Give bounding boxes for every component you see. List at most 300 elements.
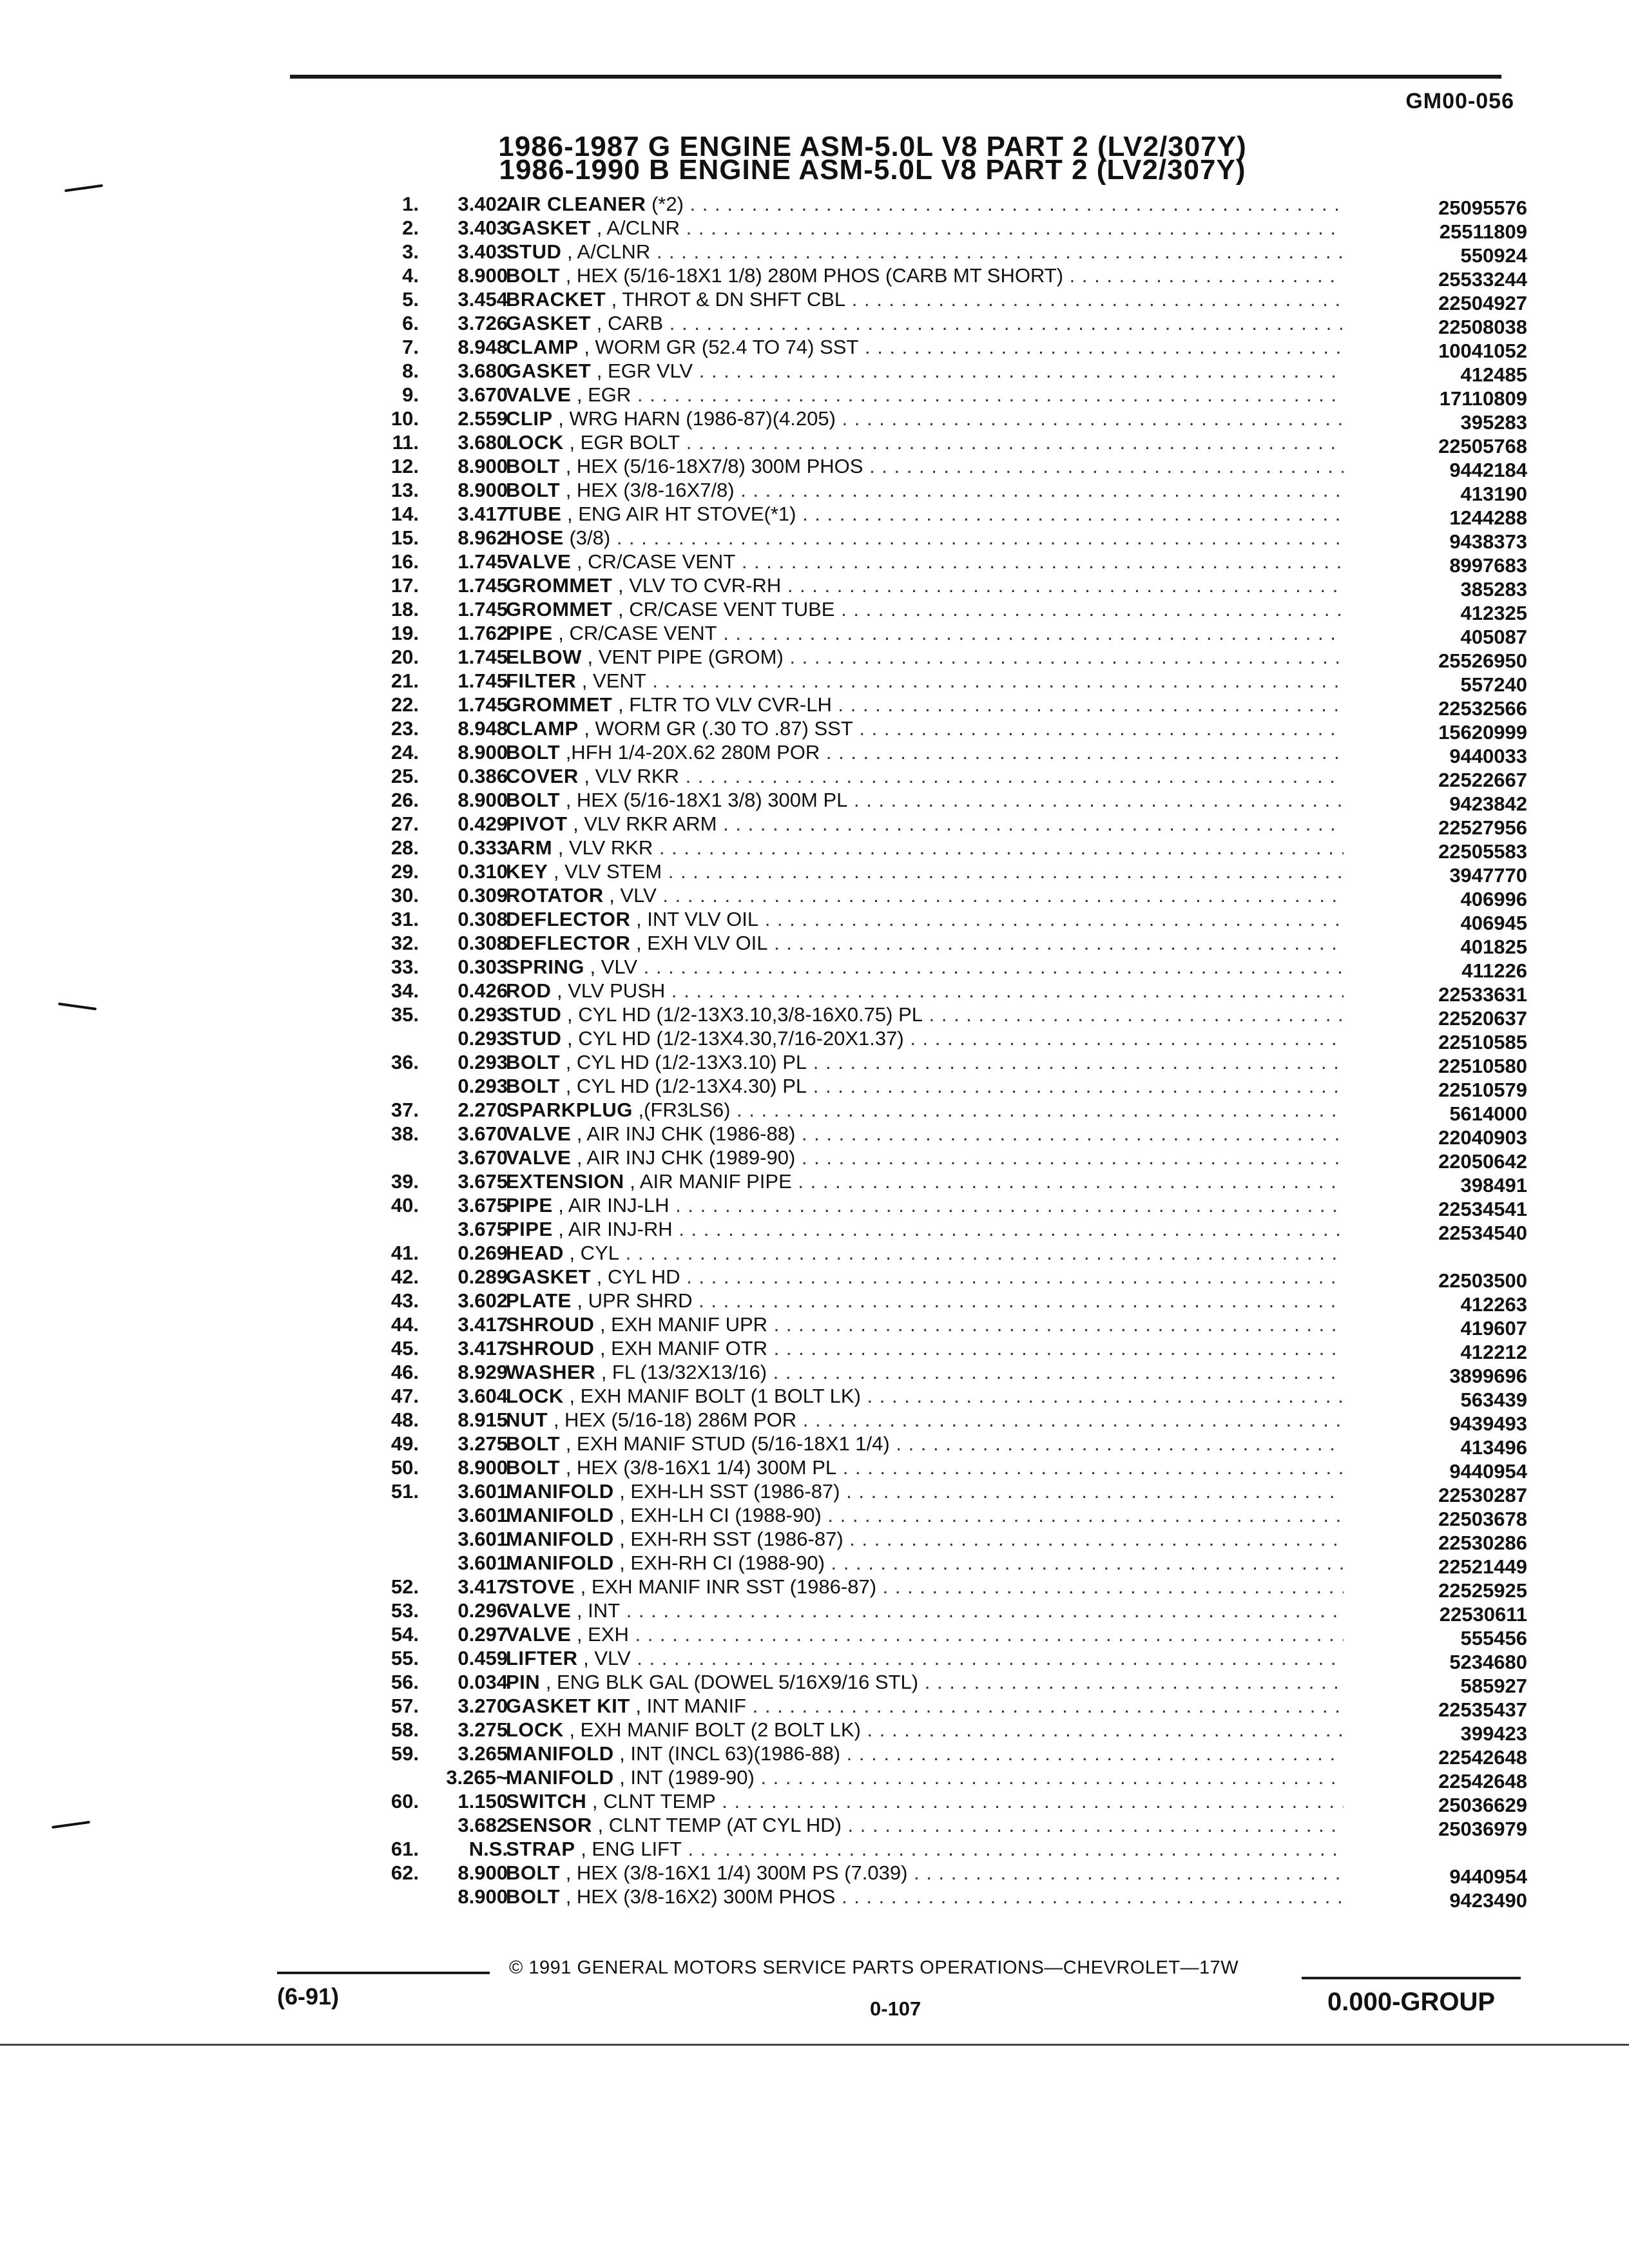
part-number: 9442184 — [1449, 459, 1527, 481]
item-number: 8. — [402, 360, 419, 382]
part-number: 17110809 — [1439, 387, 1527, 410]
group-code: 0.308 — [458, 908, 508, 930]
group-code: 0.034 — [458, 1671, 508, 1693]
part-description — [506, 502, 1344, 526]
part-number: 412263 — [1460, 1293, 1527, 1316]
group-code: 2.559 — [458, 407, 508, 430]
part-name: CLAMP — [506, 336, 579, 358]
group-code: 3.417 — [458, 1337, 508, 1360]
part-number: 9423490 — [1449, 1889, 1527, 1912]
part-description — [506, 1861, 1344, 1885]
parts-list — [335, 192, 1527, 1912]
part-description — [506, 716, 1344, 740]
part-number: 555456 — [1460, 1627, 1527, 1649]
part-number: 22520637 — [1438, 1007, 1527, 1030]
part-name: HEAD — [506, 1242, 564, 1264]
part-name: MANIFOLD — [506, 1742, 614, 1765]
part-description — [506, 383, 1344, 407]
part-detail: , AIR INJ CHK (1989-90) — [571, 1146, 796, 1169]
group-code: 0.308 — [458, 932, 508, 954]
part-number: 9423842 — [1449, 793, 1527, 815]
part-description — [506, 1146, 1344, 1169]
part-description — [506, 1241, 1344, 1265]
part-name: BOLT — [506, 1051, 561, 1073]
group-code: 1.150 — [458, 1790, 508, 1812]
part-number: 22542648 — [1438, 1770, 1527, 1792]
part-description — [506, 407, 1344, 430]
part-detail: (*2) — [646, 193, 684, 215]
item-number: 35. — [390, 1003, 419, 1026]
part-description — [506, 573, 1344, 597]
group-code: 3.417 — [458, 1313, 508, 1336]
part-detail: , UPR SHRD — [571, 1289, 693, 1312]
parts-row — [335, 407, 1527, 434]
part-name: MANIFOLD — [506, 1552, 614, 1574]
item-number: 34. — [390, 979, 419, 1002]
item-number: 48. — [390, 1408, 419, 1431]
part-number: 5614000 — [1449, 1102, 1527, 1125]
part-detail: , EXH MANIF BOLT (1 BOLT LK) — [563, 1385, 861, 1407]
part-name: PIN — [506, 1671, 541, 1693]
item-number: 40. — [390, 1194, 419, 1216]
part-name: ELBOW — [506, 646, 582, 668]
part-number: 25533244 — [1438, 268, 1527, 291]
item-number: 16. — [390, 550, 419, 573]
part-number: 401825 — [1460, 936, 1527, 958]
part-description — [506, 478, 1344, 502]
part-number: 3947770 — [1449, 864, 1527, 887]
parts-row — [335, 621, 1527, 648]
part-number: 585927 — [1460, 1675, 1527, 1697]
parts-row — [335, 1312, 1527, 1340]
parts-row — [335, 1122, 1527, 1149]
parts-row — [335, 812, 1527, 839]
group-code: 0.293 — [458, 1027, 508, 1050]
item-number: 55. — [390, 1647, 419, 1669]
part-number: 411226 — [1461, 959, 1527, 982]
part-description — [506, 1169, 1344, 1193]
group-code: 0.297 — [458, 1623, 508, 1646]
group-code: 3.680 — [458, 431, 508, 454]
group-code: 3.675 — [458, 1218, 508, 1240]
part-number: 419607 — [1460, 1317, 1527, 1340]
parts-row — [335, 1670, 1527, 1697]
group-code: 0.289 — [458, 1265, 508, 1288]
group-code: 3.275 — [458, 1432, 508, 1455]
part-description — [506, 1765, 1344, 1789]
binder-hole-mark — [64, 184, 103, 192]
group-label: 0.000-GROUP — [1327, 1988, 1496, 2016]
part-number: 22530287 — [1438, 1484, 1527, 1506]
part-name: BOLT — [506, 789, 561, 811]
parts-row — [335, 955, 1527, 982]
group-code: 3.601 — [458, 1528, 508, 1550]
part-detail: , INT — [571, 1599, 621, 1622]
part-name: GROMMET — [506, 598, 613, 620]
item-number: 41. — [390, 1242, 419, 1264]
part-name: VALVE — [506, 1122, 572, 1145]
parts-row — [335, 216, 1527, 243]
parts-row — [335, 1789, 1527, 1816]
part-name: LOCK — [506, 1718, 564, 1741]
part-number: 406945 — [1460, 912, 1527, 934]
part-name: SWITCH — [506, 1790, 587, 1812]
part-name: DEFLECTOR — [506, 908, 631, 930]
parts-row — [335, 1193, 1527, 1220]
item-number: 4. — [402, 264, 419, 287]
item-number: 38. — [390, 1122, 419, 1145]
part-description — [506, 1813, 1344, 1837]
parts-row — [335, 1694, 1527, 1721]
group-code: 3.417 — [458, 1575, 508, 1598]
group-code: 0.333 — [458, 836, 508, 859]
part-description — [506, 335, 1344, 359]
part-number: 22534541 — [1438, 1198, 1527, 1220]
parts-row — [335, 1432, 1527, 1459]
part-detail: , EXH — [571, 1623, 629, 1646]
item-number: 11. — [392, 431, 419, 454]
part-description — [506, 860, 1344, 883]
group-code: 3.726 — [458, 312, 508, 334]
part-detail: , THROT & DN SHFT CBL — [606, 288, 846, 311]
part-description — [506, 836, 1344, 860]
part-detail: (3/8) — [563, 526, 611, 549]
part-description — [506, 287, 1344, 311]
part-number: 22510585 — [1438, 1031, 1527, 1053]
parts-row — [335, 1742, 1527, 1769]
group-code: 3.682 — [458, 1814, 508, 1836]
part-detail: , ENG AIR HT STOVE(*1) — [561, 503, 796, 525]
part-name: STUD — [506, 1027, 562, 1050]
group-code: 1.745 — [458, 598, 508, 620]
part-detail: , CYL HD — [591, 1265, 680, 1288]
part-name: VALVE — [506, 1623, 572, 1646]
part-number: 395283 — [1460, 411, 1527, 434]
parts-row — [335, 1003, 1527, 1030]
parts-row — [335, 669, 1527, 696]
parts-row — [335, 1384, 1527, 1411]
part-detail: , WRG HARN (1986-87)(4.205) — [552, 407, 836, 430]
group-code: 3.270 — [458, 1695, 508, 1717]
part-detail: , HEX (3/8-16X1 1/4) 300M PS (7.039) — [560, 1861, 908, 1884]
part-description — [506, 1789, 1344, 1813]
part-name: MANIFOLD — [506, 1480, 614, 1503]
part-number: 399423 — [1460, 1722, 1527, 1745]
group-code: 0.293 — [458, 1075, 508, 1097]
part-description — [506, 1289, 1344, 1312]
parts-row — [335, 264, 1527, 291]
part-number: 15620999 — [1438, 721, 1527, 744]
item-number: 62. — [390, 1861, 419, 1884]
part-name: VALVE — [506, 383, 572, 406]
part-number: 413190 — [1460, 483, 1527, 505]
parts-row — [335, 1265, 1527, 1292]
part-number: 10041052 — [1438, 340, 1527, 362]
part-name: GROMMET — [506, 574, 613, 597]
item-number: 59. — [390, 1742, 419, 1765]
part-description — [506, 1432, 1344, 1456]
part-number: 22040903 — [1438, 1126, 1527, 1149]
parts-row — [335, 764, 1527, 791]
part-name: PIVOT — [506, 812, 568, 835]
part-number: 22530286 — [1438, 1532, 1527, 1554]
part-name: DEFLECTOR — [506, 932, 631, 954]
part-description — [506, 1336, 1344, 1360]
part-detail: ,(FR3LS6) — [632, 1099, 731, 1121]
group-code: 8.900 — [458, 264, 508, 287]
part-number: 412325 — [1460, 602, 1527, 624]
part-description — [506, 1456, 1344, 1479]
parts-row — [335, 693, 1527, 720]
group-code: 3.417 — [458, 503, 508, 525]
part-number: 22503500 — [1438, 1269, 1527, 1292]
part-number: 22530611 — [1439, 1603, 1527, 1626]
item-number: 7. — [402, 336, 419, 358]
part-description — [506, 955, 1344, 979]
part-number: 412485 — [1460, 363, 1527, 386]
group-code: 8.900 — [458, 1861, 508, 1884]
parts-row — [335, 383, 1527, 410]
part-name: NUT — [506, 1408, 548, 1431]
parts-row — [335, 1813, 1527, 1840]
part-description — [506, 430, 1344, 454]
part-name: EXTENSION — [506, 1170, 624, 1193]
part-description — [506, 1479, 1344, 1503]
part-description — [506, 764, 1344, 788]
item-number: 54. — [390, 1623, 419, 1646]
group-code: 3.403 — [458, 240, 508, 263]
part-description — [506, 931, 1344, 955]
parts-row — [335, 1479, 1527, 1506]
part-description — [506, 1193, 1344, 1217]
part-description — [506, 192, 1344, 216]
group-code: 3.670 — [458, 383, 508, 406]
group-code: 0.459 — [458, 1647, 508, 1669]
part-number: 406996 — [1460, 888, 1527, 910]
parts-row — [335, 883, 1527, 910]
page-title-line-2: 1986-1990 B ENGINE ASM-5.0L V8 PART 2 (LV2/307Y) — [499, 154, 1246, 186]
item-number: 19. — [390, 622, 419, 644]
parts-row — [335, 931, 1527, 958]
item-number: 42. — [390, 1265, 419, 1288]
part-detail: , ENG LIFT — [575, 1838, 682, 1860]
part-description — [506, 1837, 1344, 1861]
part-detail: , EXH-LH SST (1986-87) — [613, 1480, 840, 1503]
group-code: 0.303 — [458, 956, 508, 978]
item-number: 43. — [390, 1289, 419, 1312]
part-detail: , VLV — [577, 1647, 631, 1669]
item-number: 61. — [390, 1838, 419, 1860]
item-number: 23. — [390, 717, 419, 740]
part-name: VALVE — [506, 1599, 572, 1622]
part-detail: , AIR MANIF PIPE — [624, 1170, 792, 1193]
parts-row — [335, 1861, 1527, 1888]
part-number: 25036629 — [1438, 1794, 1527, 1816]
part-number: 22510579 — [1438, 1079, 1527, 1101]
group-code: 2.270 — [458, 1099, 508, 1121]
group-code: 8.900 — [458, 455, 508, 477]
part-name: MANIFOLD — [506, 1528, 614, 1550]
part-number: 9440954 — [1449, 1865, 1527, 1888]
group-code: 3.601 — [458, 1504, 508, 1526]
part-detail: , FLTR TO VLV CVR-LH — [612, 693, 832, 716]
group-code: 1.762 — [458, 622, 508, 644]
part-name: BOLT — [506, 479, 561, 501]
group-code: 8.900 — [458, 1456, 508, 1479]
item-number: 6. — [402, 312, 419, 334]
part-detail: , INT (INCL 63)(1986-88) — [613, 1742, 841, 1765]
group-code: 3.601 — [458, 1480, 508, 1503]
group-code: 0.429 — [458, 812, 508, 835]
part-detail: , EXH MANIF BOLT (2 BOLT LK) — [563, 1718, 861, 1741]
part-name: HOSE — [506, 526, 564, 549]
group-code: 3.675 — [458, 1194, 508, 1216]
part-detail: ,HFH 1/4-20X.62 280M POR — [560, 741, 820, 764]
part-number: 22535437 — [1438, 1698, 1527, 1721]
part-name: MANIFOLD — [506, 1504, 614, 1526]
parts-row — [335, 1551, 1527, 1578]
part-detail: , VLV RKR — [552, 836, 653, 859]
part-name: BOLT — [506, 1075, 561, 1097]
group-code: 3.601 — [458, 1552, 508, 1574]
group-code: 3.670 — [458, 1146, 508, 1169]
part-detail: , CARB — [591, 312, 664, 334]
part-name: BOLT — [506, 1456, 561, 1479]
group-code: 3.402 — [458, 193, 508, 215]
parts-row — [335, 1718, 1527, 1745]
group-code: 0.293 — [458, 1051, 508, 1073]
part-detail: , CYL HD (1/2-13X4.30,7/16-20X1.37) — [561, 1027, 904, 1050]
parts-row — [335, 1885, 1527, 1912]
group-code: 1.745 — [458, 574, 508, 597]
part-name: GASKET — [506, 360, 592, 382]
part-number: 22508038 — [1438, 316, 1527, 338]
item-number: 27. — [390, 812, 419, 835]
part-name: SHROUD — [506, 1337, 595, 1360]
item-number: 14. — [390, 503, 419, 525]
part-description — [506, 883, 1344, 907]
parts-row — [335, 478, 1527, 505]
group-code: N.S. — [468, 1838, 508, 1860]
part-description — [506, 264, 1344, 287]
part-number: 22504927 — [1438, 292, 1527, 314]
part-name: CLIP — [506, 407, 553, 430]
parts-row — [335, 1050, 1527, 1077]
parts-row — [335, 335, 1527, 362]
part-detail: , HEX (5/16-18X7/8) 300M PHOS — [560, 455, 863, 477]
parts-row — [335, 979, 1527, 1006]
item-number: 2. — [402, 216, 419, 239]
part-detail: , VENT PIPE (GROM) — [581, 646, 784, 668]
part-detail: , VLV RKR ARM — [567, 812, 717, 835]
parts-row — [335, 860, 1527, 887]
group-code: 1.745 — [458, 669, 508, 692]
part-detail: , EXH-RH SST (1986-87) — [613, 1528, 843, 1550]
group-code: 8.900 — [458, 741, 508, 764]
part-number: 22534540 — [1438, 1222, 1527, 1244]
item-number: 37. — [390, 1099, 419, 1121]
part-name: PIPE — [506, 622, 553, 644]
part-detail: , CR/CASE VENT — [552, 622, 717, 644]
part-number: 8997683 — [1449, 554, 1527, 577]
item-number: 10. — [390, 407, 419, 430]
part-description — [506, 1646, 1344, 1670]
part-description — [506, 311, 1344, 335]
parts-row — [335, 1098, 1527, 1125]
group-code: 3.265~ — [446, 1766, 508, 1789]
parts-row — [335, 1765, 1527, 1792]
item-number: 30. — [390, 884, 419, 907]
part-description — [506, 1599, 1344, 1622]
binder-hole-mark — [58, 1003, 97, 1010]
parts-row — [335, 740, 1527, 767]
parts-row — [335, 1622, 1527, 1649]
part-description — [506, 1217, 1344, 1241]
part-name: BOLT — [506, 1432, 561, 1455]
item-number: 44. — [390, 1313, 419, 1336]
part-detail: , HEX (5/16-18X1 1/8) 280M PHOS (CARB MT SHORT) — [560, 264, 1064, 287]
part-description — [506, 597, 1344, 621]
parts-row — [335, 907, 1527, 934]
group-code: 0.296 — [458, 1599, 508, 1622]
footer-rule — [1302, 1977, 1521, 1979]
group-code: 8.900 — [458, 1885, 508, 1908]
part-number: 22542648 — [1438, 1746, 1527, 1769]
part-name: BRACKET — [506, 288, 606, 311]
part-detail: , WORM GR (52.4 TO 74) SST — [578, 336, 859, 358]
part-number: 9440033 — [1449, 745, 1527, 767]
part-description — [506, 788, 1344, 812]
part-name: BOLT — [506, 741, 561, 764]
part-name: COVER — [506, 765, 579, 787]
part-description — [506, 1575, 1344, 1599]
group-code: 3.675 — [458, 1170, 508, 1193]
group-code: 3.604 — [458, 1385, 508, 1407]
part-name: PIPE — [506, 1194, 553, 1216]
group-code: 8.900 — [458, 789, 508, 811]
part-description — [506, 1718, 1344, 1742]
part-detail: , EGR BOLT — [563, 431, 680, 454]
part-description — [506, 1074, 1344, 1098]
part-number: 22522667 — [1438, 769, 1527, 791]
parts-row — [335, 454, 1527, 481]
part-name: BOLT — [506, 1861, 561, 1884]
part-detail: , HEX (3/8-16X7/8) — [560, 479, 735, 501]
part-number: 3899696 — [1449, 1365, 1527, 1387]
item-number: 5. — [402, 288, 419, 311]
group-code: 1.745 — [458, 646, 508, 668]
part-detail: , AIR INJ-RH — [552, 1218, 673, 1240]
part-description — [506, 669, 1344, 693]
part-detail: , HEX (3/8-16X2) 300M PHOS — [560, 1885, 836, 1908]
part-description — [506, 216, 1344, 240]
item-number: 12. — [390, 455, 419, 477]
item-number: 46. — [390, 1361, 419, 1383]
part-name: ROD — [506, 979, 552, 1002]
part-detail: , AIR INJ CHK (1986-88) — [571, 1122, 796, 1145]
group-code: 8.929 — [458, 1361, 508, 1383]
part-detail: , CYL — [563, 1242, 619, 1264]
part-number: 9438373 — [1449, 530, 1527, 553]
part-number: 563439 — [1460, 1389, 1527, 1411]
parts-row — [335, 645, 1527, 672]
part-detail: , EXH-LH CI (1988-90) — [613, 1504, 822, 1526]
part-name: SENSOR — [506, 1814, 592, 1836]
page-title-line-1: 1986-1987 G ENGINE ASM-5.0L V8 PART 2 (LV2/307Y) — [498, 131, 1247, 162]
item-number: 1. — [402, 193, 419, 215]
part-description — [506, 240, 1344, 264]
parts-row — [335, 1217, 1527, 1244]
